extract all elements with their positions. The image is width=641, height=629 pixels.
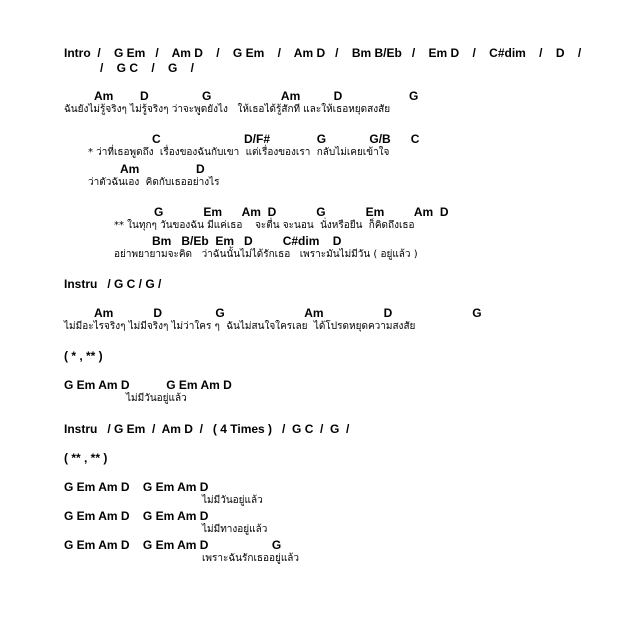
tag1-chords: G Em Am D G Em Am D [64,378,232,392]
outro-lyrics-2: ไม่มีทางอยู่แล้ว [202,524,268,535]
outro-chords-3: G Em Am D G Em Am D G [64,538,282,552]
repeat-marker-1: ( * , ** ) [64,349,103,363]
verse1-chords: Am D G Am D G [94,89,419,103]
chorus2-chords-1: G Em Am D G Em Am D [154,205,449,219]
intro-line-1: Intro / G Em / Am D / G Em / Am D / Bm B/Eb / Em D / C#dim / D / [64,46,582,60]
outro-chords-2: G Em Am D G Em Am D [64,509,209,523]
repeat-marker-2: ( ** , ** ) [64,451,108,465]
tag1-lyrics: ไม่มีวันอยู่แล้ว [126,393,187,404]
intro-line-2: / G C / G / [100,61,195,75]
chorus1-lyrics-1: * ว่าที่เธอพูดถึง เรื่องของฉันกับเขา แต่เรื่องของเรา กลับไม่เคยเข้าใจ [88,147,390,158]
chorus2-chords-2: Bm B/Eb Em D C#dim D [152,234,342,248]
verse1-lyrics: ฉันยังไม่รู้จริงๆ ไม่รู้จริงๆ ว่าจะพูดยังไง ให้เธอได้รู้สักที และให้เธอหยุดสงสัย [64,104,391,115]
verse2-chords: Am D G Am D G [94,306,482,320]
chorus1-chords-1: C D/F# G G/B C [152,132,420,146]
instru-line-1: Instru / G C / G / [64,277,162,291]
verse2-lyrics: ไม่มีอะไรจริงๆ ไม่มีจริงๆ ไม่ว่าใคร ๆ ฉันไม่สนใจใครเลย ได้โปรดหยุดความสงสัย [64,321,416,332]
outro-lyrics-1: ไม่มีวันอยู่แล้ว [202,495,263,506]
chorus1-lyrics-2: ว่าตัวฉันเอง คิดกับเธออย่างไร [88,177,220,188]
outro-chords-1: G Em Am D G Em Am D [64,480,209,494]
chorus1-chords-2: Am D [120,162,205,176]
instru-line-2: Instru / G Em / Am D / ( 4 Times ) / G C / G / [64,422,350,436]
chorus2-lyrics-2: อย่าพยายามจะคิด ว่าฉันนั้นไม่ได้รักเธอ เพราะมันไม่มีวัน ( อยู่แล้ว ) [114,249,418,260]
chorus2-lyrics-1: ** ในทุกๆ วันของฉัน มีแค่เธอ จะตื่น จะนอน นั่งหรือยืน ก็คิดถึงเธอ [114,220,415,231]
outro-lyrics-3: เพราะฉันรักเธออยู่แล้ว [202,553,300,564]
